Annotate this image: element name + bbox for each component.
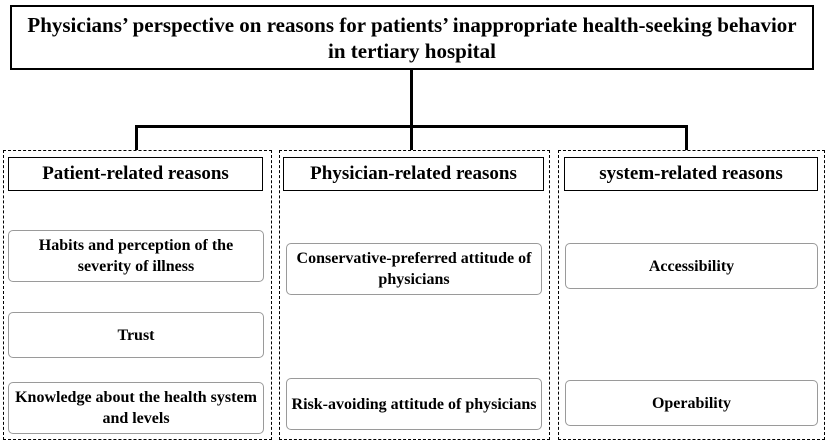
reason-trust: Trust (8, 312, 264, 358)
reason-knowledge-health-system: Knowledge about the health system and levels (8, 382, 264, 434)
connector-drop-system (685, 125, 688, 150)
column-header-patient-related: Patient-related reasons (8, 157, 263, 191)
connector-drop-physician (410, 125, 413, 150)
connector-trunk (410, 70, 413, 127)
reason-habits-perception: Habits and perception of the severity of illness (8, 230, 264, 282)
column-header-system-related: system-related reasons (564, 157, 818, 191)
reason-accessibility: Accessibility (565, 243, 818, 289)
column-header-physician-related: Physician-related reasons (283, 157, 544, 191)
connector-drop-patient (135, 125, 138, 150)
reason-conservative-attitude: Conservative-preferred attitude of physicians (286, 243, 542, 295)
reason-operability: Operability (565, 380, 818, 426)
diagram-title: Physicians’ perspective on reasons for patients’ inappropriate health-seeking behavior in tertiary hospital (10, 5, 814, 70)
reason-risk-avoiding-attitude: Risk-avoiding attitude of physicians (286, 378, 542, 430)
